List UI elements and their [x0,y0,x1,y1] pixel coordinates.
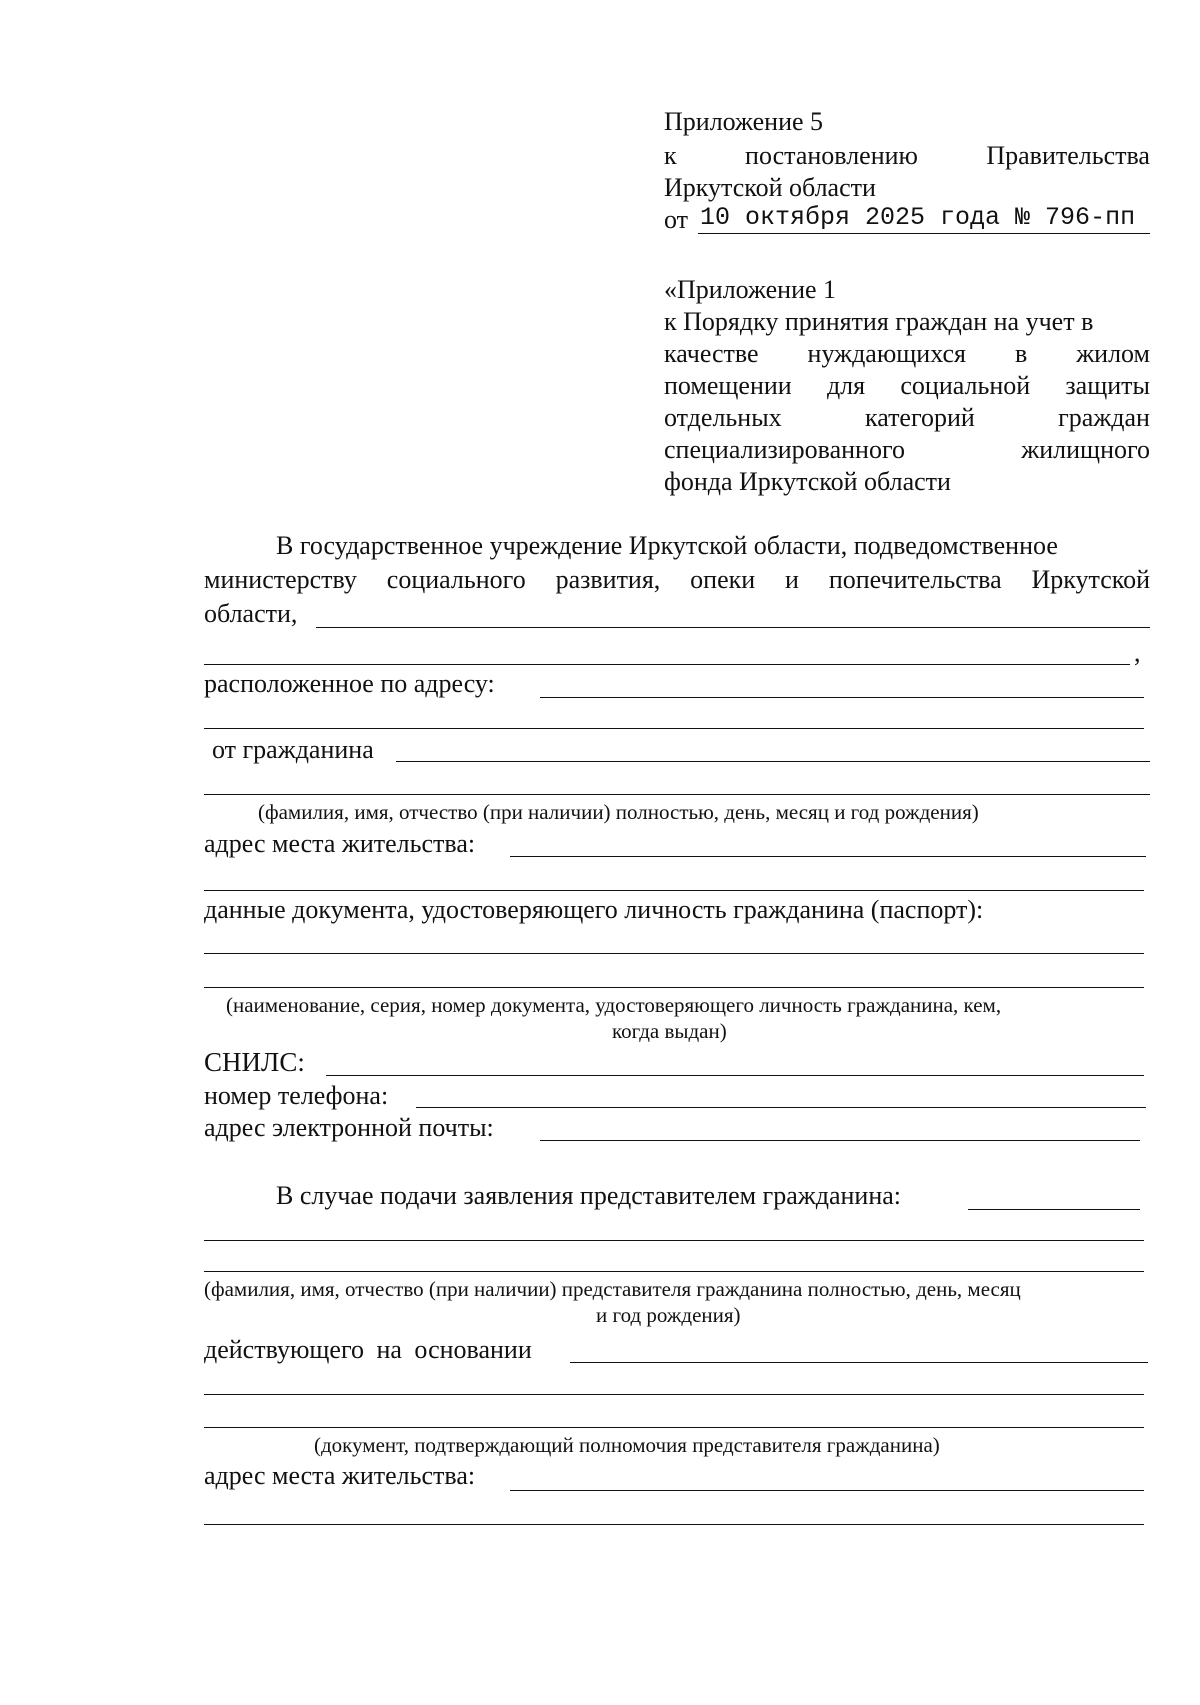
snils-label: СНИЛС: [204,1047,305,1077]
caption-document-2: когда выдан) [612,1019,727,1043]
representative-name-line-2[interactable] [204,1240,1144,1241]
appendix-line-4 [664,402,1150,434]
decree-date-number: 10 октября 2025 года № 796-пп [700,203,1136,232]
word: нуждающихся [807,339,966,368]
citizen-name-line-2[interactable] [204,794,1150,795]
citizen-address-line-2[interactable] [204,890,1144,891]
word: жилищного [1021,435,1150,464]
addressee-line-2 [204,564,1150,596]
word: в [1014,339,1028,368]
appendix-1-title: «Приложение 1 [664,275,837,304]
authority-line-2[interactable] [204,1394,1144,1395]
representative-name-line-1[interactable] [968,1209,1140,1210]
word: граждан [1058,403,1150,432]
date-underline [698,233,1150,234]
word: защиты [1065,371,1150,400]
email-label: адрес электронной почты: [204,1113,494,1142]
decree-word-k: к [664,141,677,170]
residence-label-1: адрес места жительства: [204,829,476,858]
word: помещении [664,371,792,400]
appendix-line-3 [664,370,1150,402]
addressee-line-1: В государственное учреждение Иркутской области, подведомственное [276,531,1058,560]
caption-representative-1: (фамилия, имя, отчество (при наличии) представителя гражданина полностью, день, месяц [204,1277,1021,1301]
email-line[interactable] [540,1140,1140,1141]
word: отдельных [664,403,782,432]
decree-word-decree: постановлению [745,141,918,170]
located-label: расположенное по адресу: [204,669,495,698]
institution-address-line-1[interactable] [540,697,1144,698]
word: качестве [664,339,759,368]
snils-line[interactable] [326,1075,1144,1076]
word: специализированного [664,435,905,464]
date-prefix: от [664,205,689,234]
appendix-5-label: Приложение 5 [664,107,824,136]
id-document-line-2[interactable] [204,987,1144,988]
word: попечительства [828,565,1002,594]
word: и [785,565,799,594]
caption-document-1: (наименование, серия, номер документа, удостоверяющего личность гражданина, кем, [226,993,1002,1017]
authority-line-3[interactable] [204,1427,1144,1428]
institution-name-line-2[interactable] [204,664,1130,665]
id-document-label: данные документа, удостоверяющего личность гражданина (паспорт): [204,895,984,924]
caption-representative-2: и год рождения) [596,1303,741,1327]
appendix-line-5 [664,434,1150,466]
word: министерству [204,565,357,594]
representative-address-line-2[interactable] [204,1524,1144,1525]
caption-citizen-fio: (фамилия, имя, отчество (при наличии) полностью, день, месяц и год рождения) [258,800,979,824]
phone-line[interactable] [416,1107,1146,1108]
decree-word-government: Правительства [986,141,1150,170]
id-document-line-1[interactable] [204,953,1144,954]
region-label: Иркутской области [664,173,876,202]
word: социальной [900,371,1031,400]
appendix-line-2 [664,338,1150,370]
addressee-line-3: области, [204,599,298,628]
from-citizen-label: от гражданина [212,735,374,764]
phone-label: номер телефона: [204,1081,389,1110]
appendix-line-6: фонда Иркутской области [664,467,951,496]
representative-case-label: В случае подачи заявления представителем гражданина: [276,1181,902,1210]
comma: , [1134,638,1141,667]
acting-basis-label: действующего на основании [204,1335,532,1364]
decree-line [664,140,1150,172]
word: развития, [555,565,661,594]
word: опеки [690,565,756,594]
word: Иркутской [1031,565,1150,594]
institution-name-line-1[interactable] [316,627,1150,628]
institution-address-line-2[interactable] [204,728,1144,729]
representative-name-line-3[interactable] [204,1271,1144,1272]
word: категорий [864,403,975,432]
word: социального [386,565,526,594]
caption-authority: (документ, подтверждающий полномочия представителя гражданина) [314,1433,940,1457]
appendix-line-1: к Порядку принятия граждан на учет в [664,307,1094,336]
residence-label-2: адрес места жительства: [204,1461,476,1490]
citizen-name-line-1[interactable] [396,761,1150,762]
word: жилом [1076,339,1150,368]
citizen-address-line-1[interactable] [510,856,1146,857]
authority-line-1[interactable] [570,1362,1148,1363]
word: для [826,371,866,400]
representative-address-line-1[interactable] [510,1490,1144,1491]
